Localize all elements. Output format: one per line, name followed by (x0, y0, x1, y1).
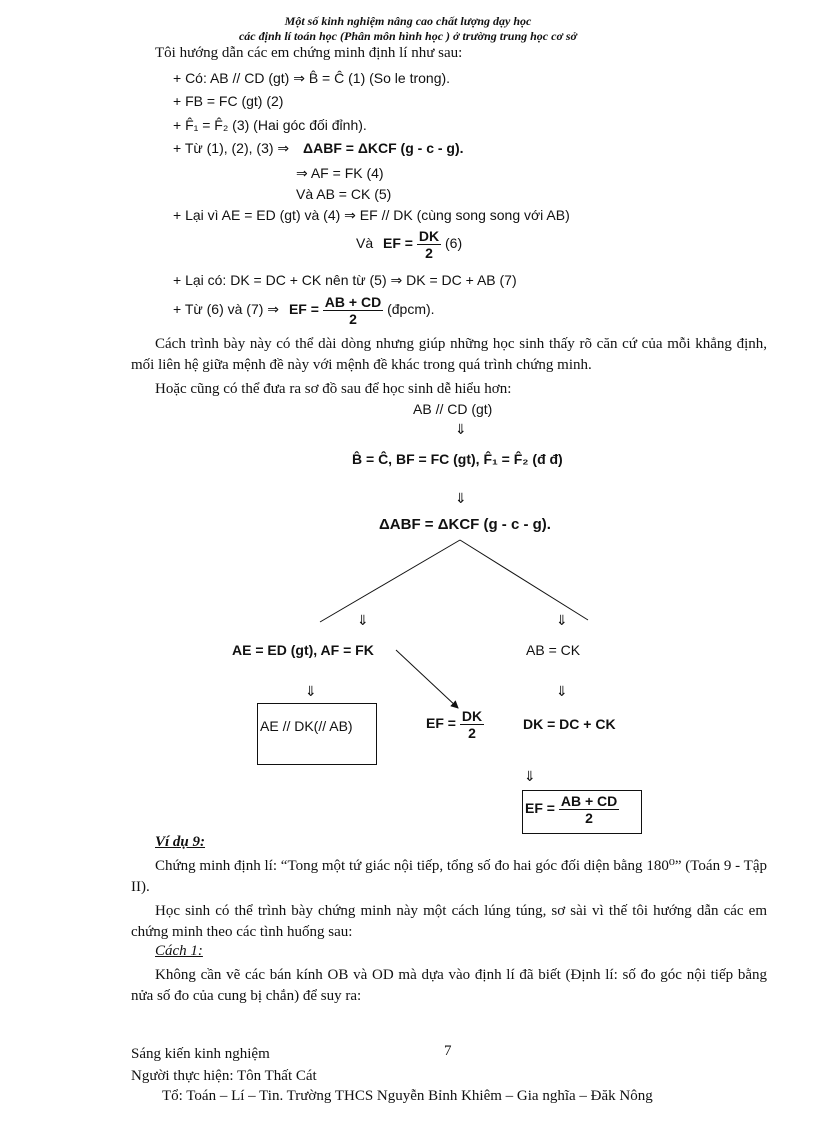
formula-ef: EF = (383, 235, 413, 252)
formula-ef: EF = (525, 800, 555, 817)
branch-right-line (460, 540, 588, 620)
arrow-down-icon: ⇓ (455, 490, 467, 506)
proof-step-6: Và AB = CK (5) (296, 186, 392, 202)
example-guidance: Học sinh có thể trình bày chứng minh này một cách lúng túng, sơ sài vì thế tôi hướng dẫn các em chứng minh theo các tình huống sau: (131, 903, 767, 940)
footer-author: Người thực hiện: Tôn Thất Cát (131, 1068, 317, 1084)
method-title: Cách 1: (155, 943, 203, 959)
method-description: Không cần vẽ các bán kính OB và OD mà dựa vào định lí đã biết (Định lí: số đo góc nội tiếp bằng nửa số đo của cung bị chắn) để suy ra: (131, 967, 767, 1004)
diagram-top: AB // CD (gt) (413, 401, 493, 417)
diagram-left-step: AE = ED (gt), AF = FK (232, 642, 374, 658)
arrow-down-icon: ⇓ (556, 612, 568, 628)
denominator: 2 (468, 725, 476, 741)
proof-step-10-text: + Từ (6) và (7) ⇒ (173, 301, 280, 318)
branch-left-line (320, 540, 460, 622)
page-number: 7 (444, 1043, 452, 1059)
diagram-congruence: ΔABF = ΔKCF (g - c - g). (379, 516, 551, 533)
paragraph-explanation: Cách trình bày này có thể dài dòng nhưng giúp những học sinh thấy rõ căn cứ của mỗi khẳng định, mối liên hệ giữa mệnh đề này với mệnh đề khác trong quá trình chứng minh. (131, 336, 767, 373)
left-box-text: AE // DK(// AB) (260, 718, 353, 734)
qed-label: (đpcm). (387, 301, 435, 318)
arrow-down-icon: ⇓ (524, 768, 536, 784)
proof-step-7: + Lại vì AE = ED (gt) và (4) ⇒ EF // DK (cùng song song với AB) (173, 207, 570, 223)
numerator: AB + CD (560, 793, 618, 809)
proof-step-1: + Có: AB // CD (gt) ⇒ B̂ = Ĉ (1) (So le trong). (173, 70, 451, 86)
proof-step-5: ⇒ AF = FK (4) (296, 165, 384, 181)
proof-step-9: + Lại có: DK = DC + CK nên từ (5) ⇒ DK = DC + AB (7) (173, 272, 517, 288)
denominator: 2 (425, 245, 433, 261)
footer-school: Tổ: Toán – Lí – Tin. Trường THCS Nguyễn Bỉnh Khiêm – Gia nghĩa – Đăk Nông (162, 1088, 653, 1104)
diagram-left-box (257, 703, 377, 765)
arrow-down-icon: ⇓ (357, 612, 369, 628)
triangle-congruence: ΔABF = ΔKCF (g - c - g). (303, 140, 464, 156)
arrow-down-icon: ⇓ (556, 683, 568, 699)
arrow-down-icon: ⇓ (305, 683, 317, 699)
diagram-mid-formula (426, 708, 484, 741)
paragraph-diagram-intro: Hoặc cũng có thể đưa ra sơ đồ sau để học sinh dễ hiểu hơn: (155, 381, 512, 397)
numerator: AB + CD (324, 294, 382, 310)
proof-step-8-text: Và (356, 235, 374, 252)
numerator: DK (461, 708, 483, 724)
arrow-to-ef (396, 650, 458, 708)
diagram-conditions: B̂ = Ĉ, BF = FC (gt), F̂₁ = F̂₂ (đ đ) (352, 451, 563, 467)
diagram-final-box (522, 790, 642, 834)
example-title: Ví dụ 9: (155, 834, 206, 850)
diagram-mid-formula-2: DK = DC + CK (523, 716, 616, 732)
footer-title: Sáng kiến kinh nghiệm (131, 1046, 270, 1062)
fraction-ab-cd-over-2 (559, 793, 619, 826)
header-title: Một số kinh nghiệm nâng cao chất lượng dạy học (284, 14, 532, 28)
proof-step-4-text: + Từ (1), (2), (3) ⇒ (173, 140, 290, 156)
proof-intro: Tôi hướng dẫn các em chứng minh định lí như sau: (155, 45, 463, 61)
header-subtitle: các định lí toán học (Phân môn hình học ) ở trường trung học cơ sở (238, 29, 577, 43)
label-6: (6) (445, 235, 463, 252)
denominator: 2 (585, 810, 593, 826)
proof-step-2: + FB = FC (gt) (2) (173, 93, 284, 109)
arrow-down-icon: ⇓ (455, 421, 467, 437)
diagram-right-step: AB = CK (526, 642, 581, 658)
formula-ef: EF = (426, 715, 456, 732)
denominator: 2 (349, 311, 357, 327)
final-formula (525, 793, 619, 826)
example-statement: Chứng minh định lí: “Tong một tứ giác nội tiếp, tổng số đo hai góc đối diện bằng 180⁰” (Toán 9 - Tập II). (131, 858, 767, 895)
proof-step-3: + F̂₁ = F̂₂ (3) (Hai góc đối đỉnh). (173, 117, 367, 133)
formula-ef-final: EF = (288, 301, 319, 318)
numerator: DK (418, 228, 440, 244)
fraction-dk-over-2 (460, 708, 484, 741)
